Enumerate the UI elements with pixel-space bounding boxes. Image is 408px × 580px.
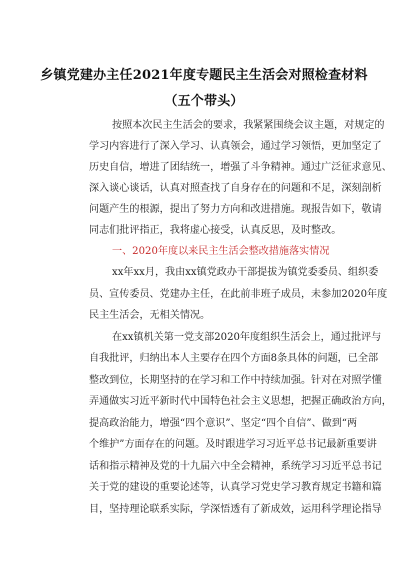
document-subtitle: （五个带头） <box>164 94 244 109</box>
paragraph-line: 自我批评，归纳出本人主要存在四个方面8条具体的问题，已全部 <box>89 353 379 364</box>
paragraph-line: xx年xx月，我由xx镇党政办干部提拔为镇党委委员、组织委 <box>112 267 379 278</box>
paragraph-line: 提高政治能力，增强“四个意识”、坚定“四个自信”、做到“两 <box>89 418 358 429</box>
paragraph-line: 学习内容进行了深入学习、认真领会，通过学习领悟，更加坚定了 <box>89 141 382 152</box>
paragraph-line: 深入谈心谈话，认真对照查找了自身存在的问题和不足，深刻剖析 <box>89 183 382 194</box>
paragraph-line: 同志们批评指正，我将虚心接受，认真反思，及时整改。 <box>89 225 342 236</box>
paragraph-line: 历史自信，增进了团结统一，增强了斗争精神。通过广泛征求意见、 <box>89 162 392 173</box>
paragraph-line: 目，坚持理论联系实际，学深悟透有了新成效，运用科学理论指导 <box>89 504 382 515</box>
paragraph-line: 问题产生的根源，提出了努力方向和改进措施。现报告如下，敬请 <box>89 204 382 215</box>
paragraph-line: 按照本次民主生活会的要求，我紧紧围绕会议主题，对规定的 <box>112 120 385 131</box>
paragraph-line: 关于党的建设的重要论述等，认真学习党史学习教育规定书籍和篇 <box>89 482 382 493</box>
paragraph-line: 个维护”方面存在的问题。及时跟进学习习近平总书记最新重要讲 <box>89 439 377 450</box>
section-heading: 一、2020年度以来民主生活会整改措施落实情况 <box>112 246 330 257</box>
paragraph-line: 在xx镇机关第一党支部2020年度组织生活会上，通过批评与 <box>112 332 382 343</box>
paragraph-line: 弄通做实习近平新时代中国特色社会主义思想，把握正确政治方向， <box>89 396 392 407</box>
paragraph-line: 话和指示精神及党的十九届六中全会精神，系统学习习近平总书记 <box>89 461 382 472</box>
paragraph-line: 民主生活会，无相关情况。 <box>89 310 211 321</box>
paragraph-line: 员、宣传委员、党建办主任，在此前非班子成员，未参加2020年度 <box>89 289 388 300</box>
document-title: 乡镇党建办主任2021年度专题民主生活会对照检查材料 <box>40 68 368 83</box>
paragraph-line: 整改到位，长期坚持的在学习和工作中持续加强。针对在对照学懂 <box>89 375 382 386</box>
